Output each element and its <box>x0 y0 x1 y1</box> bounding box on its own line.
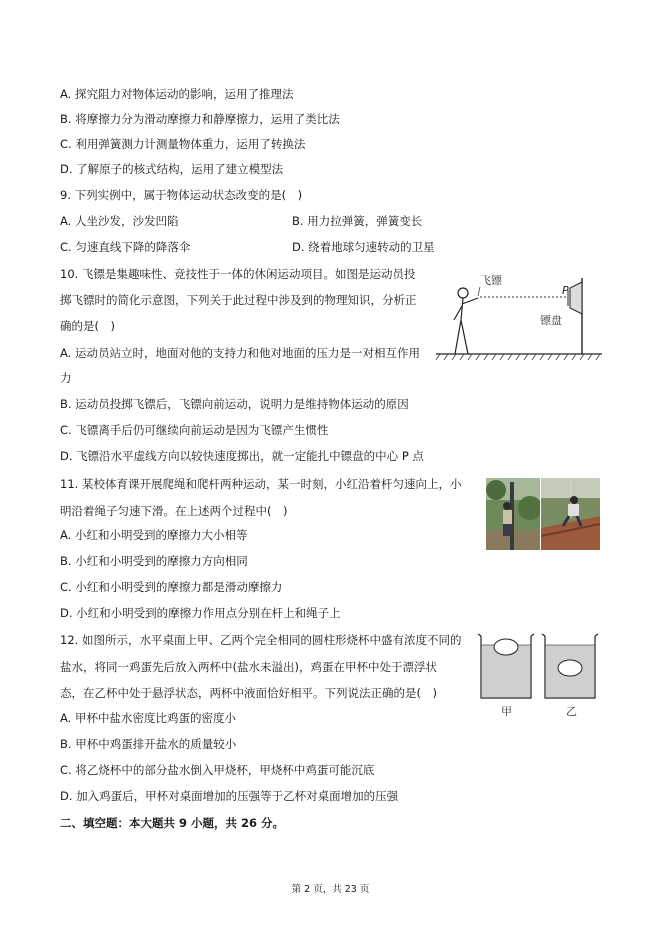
dartboard-label: 镖盘 <box>540 314 562 327</box>
q12-option-a: A. 甲杯中盐水密度比鸡蛋的密度小 <box>60 711 236 725</box>
q10-option-b: B. 运动员投掷飞镖后，飞镖向前运动，说明力是维持物体运动的原因 <box>60 397 409 411</box>
q8-option-b: B. 将摩擦力分为滑动摩擦力和静摩擦力，运用了类比法 <box>60 112 340 126</box>
q10-option-a-cont: 力 <box>60 371 72 385</box>
beaker-figure <box>475 630 605 722</box>
q12-stem-line-2: 盐水，将同一鸡蛋先后放入两杯中(盐水未溢出)，鸡蛋在甲杯中处于漂浮状 <box>60 660 437 674</box>
q11-stem-line-1: 11. 某校体育课开展爬绳和爬杆两种运动，某一时刻，小红沿着杆匀速向上，小 <box>60 477 462 491</box>
q10-option-a: A. 运动员站立时，地面对他的支持力和他对地面的压力是一对相互作用 <box>60 346 420 360</box>
q10-stem-line-1: 10. 飞镖是集趣味性、竞技性于一体的休闲运动项目。如图是运动员投 <box>60 267 416 281</box>
thrower-icon <box>454 288 478 354</box>
beaker-b-icon <box>542 634 598 698</box>
q9-option-d: D. 绕着地球匀速转动的卫星 <box>292 240 435 254</box>
q9-stem: 9. 下列实例中，属于物体运动状态改变的是( ) <box>60 188 303 202</box>
q12-stem-line-1: 12. 如图所示，水平桌面上甲、乙两个完全相同的圆柱形烧杯中盛有浓度不同的 <box>60 633 462 647</box>
dart-throw-figure <box>436 268 604 364</box>
q11-stem-line-2: 明沿着绳子匀速下滑。在上述两个过程中( ) <box>60 504 288 518</box>
q9-option-c: C. 匀速直线下降的降落伞 <box>60 240 191 254</box>
dartboard-icon <box>570 282 582 314</box>
q12-option-b: B. 甲杯中鸡蛋排开盐水的质量较小 <box>60 737 237 751</box>
q12-stem-line-3: 态，在乙杯中处于悬浮状态，两杯中液面恰好相平。下列说法正确的是( ) <box>60 686 437 700</box>
q8-option-d: D. 了解原子的核式结构，运用了建立模型法 <box>60 162 284 176</box>
q10-option-c: C. 飞镖离手后仍可继续向前运动是因为飞镖产生惯性 <box>60 423 329 437</box>
q8-option-c: C. 利用弹簧测力计测量物体重力，运用了转换法 <box>60 137 306 151</box>
beaker-a-label: 甲 <box>501 705 512 718</box>
q11-option-c: C. 小红和小明受到的摩擦力都是滑动摩擦力 <box>60 580 283 594</box>
page-footer: 第 2 页，共 23 页 <box>291 884 370 895</box>
beaker-a-icon <box>478 634 534 698</box>
point-p-label: P <box>562 284 569 297</box>
climbing-photo-rope <box>541 478 600 550</box>
q10-option-d: D. 飞镖沿水平虚线方向以较快速度掷出，就一定能扎中镖盘的中心 P 点 <box>60 449 424 463</box>
dart-label: 飞镖 <box>480 274 502 287</box>
q12-option-c: C. 将乙烧杯中的部分盐水倒入甲烧杯，甲烧杯中鸡蛋可能沉底 <box>60 763 375 777</box>
q11-option-b: B. 小红和小明受到的摩擦力方向相同 <box>60 554 248 568</box>
beaker-b-label: 乙 <box>566 705 577 718</box>
climbing-photo-pole <box>486 478 540 550</box>
q9-option-a: A. 人坐沙发，沙发凹陷 <box>60 214 179 228</box>
q10-stem-line-2: 掷飞镖时的简化示意图，下列关于此过程中涉及到的物理知识，分析正 <box>60 293 417 307</box>
q11-option-d: D. 小红和小明受到的摩擦力作用点分别在杆上和绳子上 <box>60 606 341 620</box>
q8-option-a: A. 探究阻力对物体运动的影响，运用了推理法 <box>60 87 294 101</box>
q12-option-d: D. 加入鸡蛋后，甲杯对桌面增加的压强等于乙杯对桌面增加的压强 <box>60 789 399 803</box>
q10-stem-line-3: 确的是( ) <box>60 319 115 333</box>
q9-option-b: B. 用力拉弹簧，弹簧变长 <box>292 214 423 228</box>
q11-option-a: A. 小红和小明受到的摩擦力大小相等 <box>60 528 248 542</box>
section-title-fill-in: 二、填空题：本大题共 9 小题，共 26 分。 <box>60 816 285 830</box>
